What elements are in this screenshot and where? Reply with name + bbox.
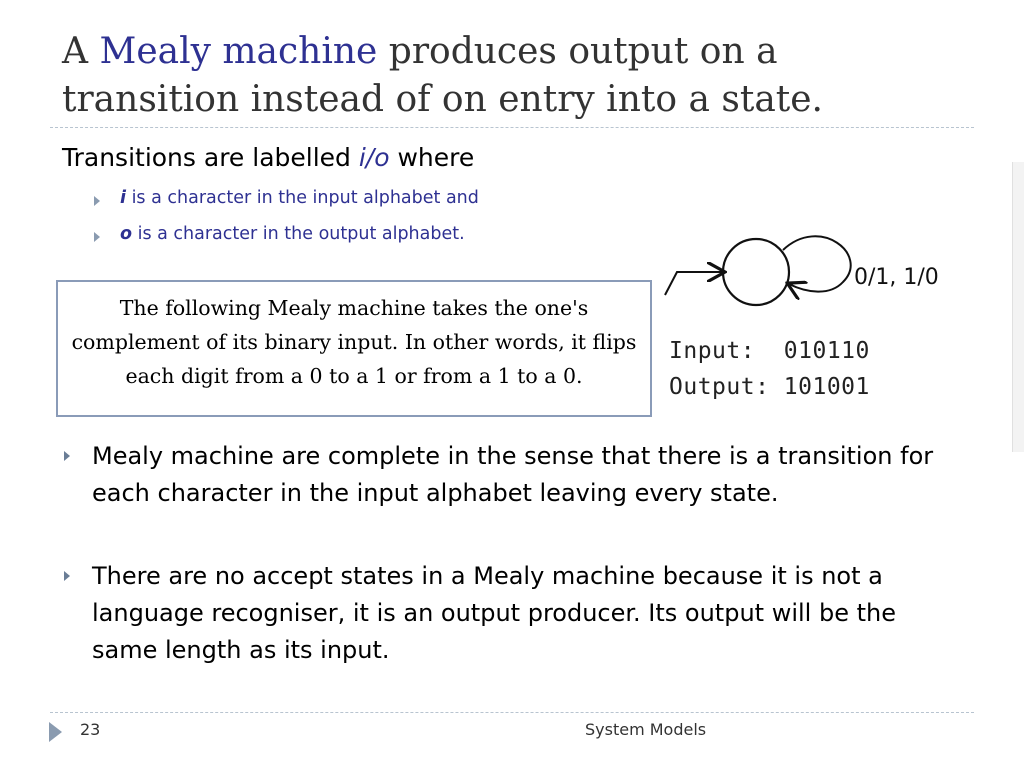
input-value: 010110 (783, 338, 870, 364)
sub-bullet-text: is a character in the output alphabet. (132, 224, 465, 244)
input-label: Input: (669, 338, 756, 364)
page-number: 23 (80, 720, 101, 739)
intro-line (62, 143, 474, 172)
title-rest: produces output on a transition instead of on entry into a state. (62, 31, 823, 120)
side-strip (1012, 162, 1024, 452)
sub-bullet-term: i (120, 188, 126, 208)
input-row (669, 338, 870, 364)
output-label: Output: (669, 374, 770, 400)
bullet-text: There are no accept states in a Mealy machine because it is not a language recogniser, it is an output producer. Its output will be the same length as its input. (92, 562, 896, 664)
output-row (669, 374, 870, 400)
start-arrow (665, 272, 723, 295)
bullet-marker-icon (64, 451, 70, 461)
intro-text-after: where (389, 143, 475, 172)
slide-title (62, 28, 962, 124)
sub-bullet-term: o (120, 224, 133, 244)
footer-divider (50, 712, 974, 713)
title-prefix: A (62, 31, 100, 72)
callout-box (56, 280, 652, 417)
self-loop (783, 236, 851, 291)
footer-title: System Models (585, 720, 707, 739)
footer-arrow-icon (49, 722, 62, 742)
output-value: 101001 (783, 374, 870, 400)
transition-label: 0/1, 1/0 (854, 265, 939, 290)
sub-bullet-text: is a character in the input alphabet and (126, 188, 479, 208)
bullet-marker-icon (64, 571, 70, 581)
title-divider (50, 127, 974, 128)
intro-label: i/o (358, 143, 390, 172)
title-emphasis: Mealy machine (99, 31, 378, 72)
state-circle (723, 239, 789, 305)
bullet-text: Mealy machine are complete in the sense that there is a transition for each character in the input alphabet leaving every state. (92, 442, 934, 507)
callout-text: The following Mealy machine takes the one's complement of its binary input. In other words, it flips each digit from a 0 to a 1 or from a 1 to a 0. (71, 296, 637, 388)
sub-bullet-marker-icon (94, 232, 100, 242)
sub-bullet-marker-icon (94, 196, 100, 206)
intro-text-before: Transitions are labelled (62, 143, 359, 172)
